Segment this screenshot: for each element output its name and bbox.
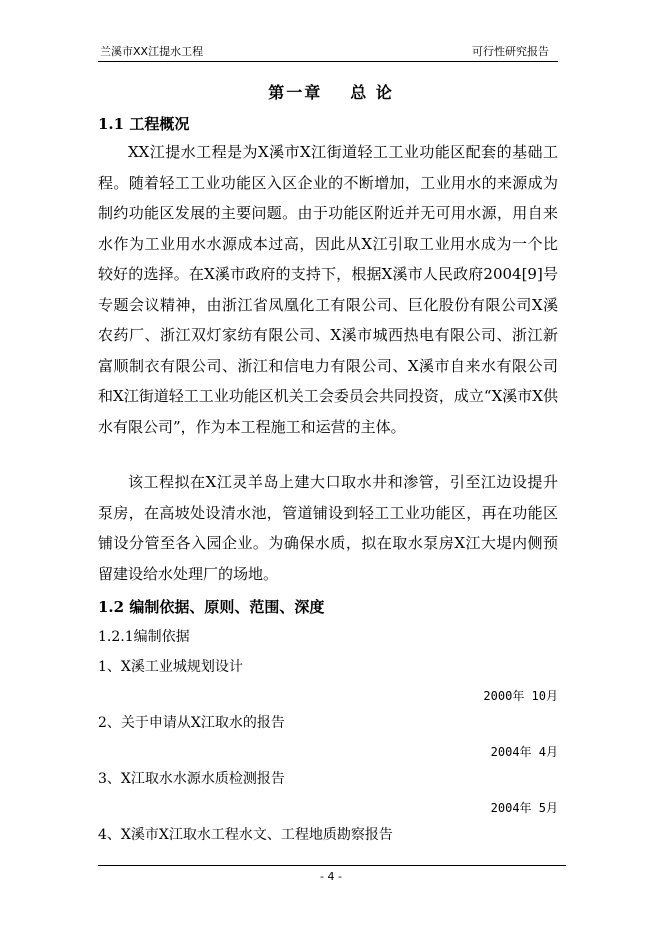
page-number: - 4 -	[320, 870, 342, 883]
chapter-number: 第一章	[268, 83, 323, 102]
subsection-heading-1-2-1: 1.2.1编制依据	[98, 629, 190, 645]
reference-item-2: 2、关于申请从X江取水的报告	[98, 715, 285, 731]
reference-item-3: 3、X江取水水源水质检测报告	[98, 771, 285, 787]
reference-item-4: 4、X溪市X江取水工程水文、工程地质勘察报告	[98, 827, 393, 843]
chapter-name: 总 论	[350, 83, 394, 102]
reference-date-2: 2004年 4月	[490, 745, 558, 759]
reference-date-3: 2004年 5月	[490, 801, 558, 815]
chapter-title	[0, 80, 662, 103]
header-project-name: 兰溪市XX江提水工程	[100, 45, 204, 58]
header-rule	[98, 61, 558, 62]
footer-rule	[98, 865, 566, 866]
section-heading-1-2: 1.2 编制依据、原则、范围、深度	[98, 598, 325, 616]
header-report-type: 可行性研究报告	[472, 45, 549, 58]
paragraph-overview: XX江提水工程是为X溪市X江街道轻工工业功能区配套的基础工程。随着轻工工业功能区入区企业的不断增加，工业用水的来源成为制约功能区发展的主要问题。由于功能区附近并无可用水源，用自来水作为工业用水水源成本过高，因此从X江引取工业用水成为一个比较好的选择。在X溪市政府的支持下，根据X溪市人民政府2004[9]号专题会议精神，由浙江省凤凰化工有限公司、巨化股份有限公司X溪农药厂、浙江双灯家纺有限公司、X溪市城西热电有限公司、浙江新富顺制衣有限公司、浙江和信电力有限公司、X溪市自来水有限公司和X江街道轻工工业功能区机关工会委员会共同投资，成立“X溪市X供水有限公司”，作为本工程施工和运营的主体。	[98, 143, 558, 436]
section-heading-1-1: 1.1 工程概况	[98, 115, 190, 133]
reference-date-1: 2000年 10月	[483, 689, 558, 703]
reference-item-1: 1、X溪工业城规划设计	[98, 659, 243, 675]
paragraph-project-plan: 该工程拟在X江灵羊岛上建大口取水井和渗管，引至江边设提升泵房，在高坡处设清水池，管道铺设到轻工工业功能区，再在功能区铺设分管至各入园企业。为确保水质，拟在取水泵房X江大堤内侧预留建设给水处理厂的场地。	[98, 473, 558, 583]
